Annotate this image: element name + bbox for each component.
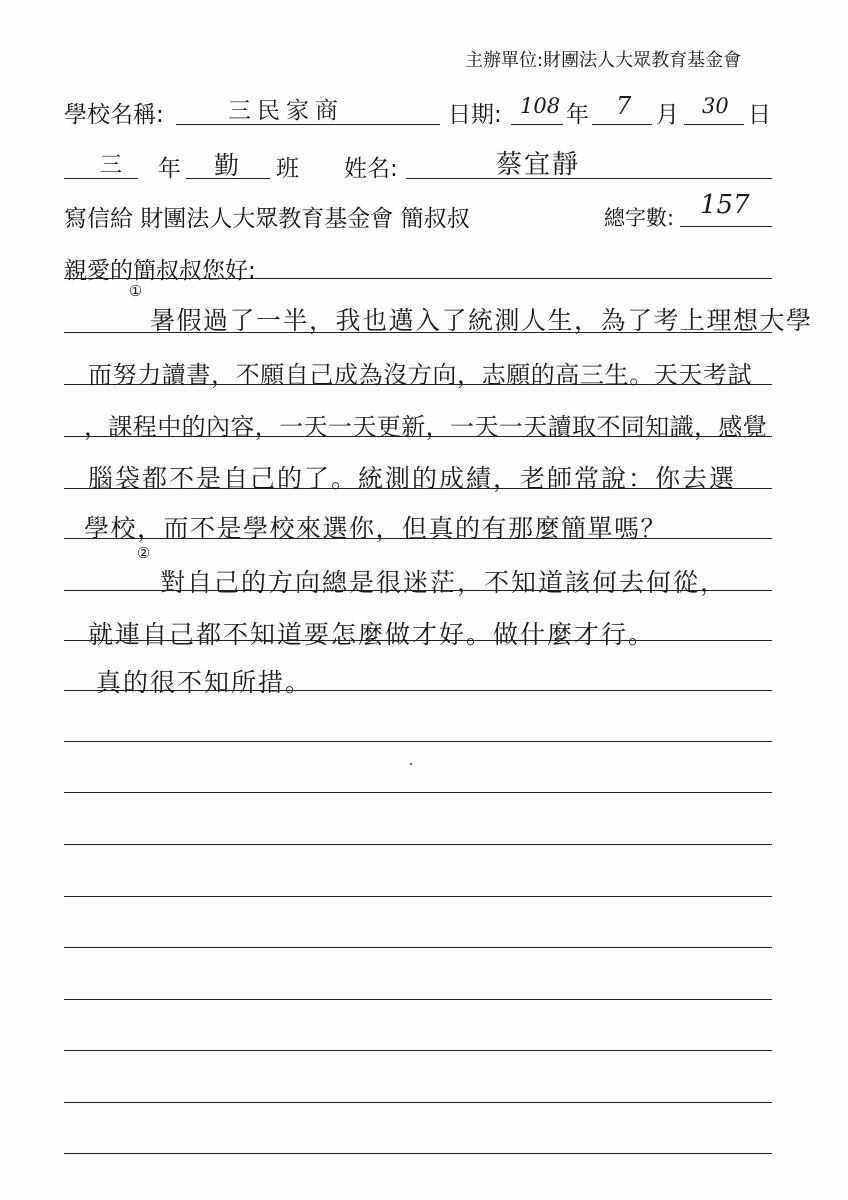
word-count-value: 157 [700,190,750,220]
body-line-4: 腦袋都不是自己的了。統測的成績，老師常說：你去選 [88,464,737,493]
date-day-underline [684,124,744,125]
date-year-unit: 年 [566,102,589,128]
grade-value: 三 [100,153,123,178]
salutation: 親愛的簡叔叔您好: [64,258,256,284]
ruled-line-8 [64,690,772,691]
ruled-line-13 [64,947,772,948]
ruled-line-14 [64,999,772,1000]
ink-speck [410,763,412,765]
ruled-line-6 [64,590,772,591]
body-line-1: 暑假過了一半，我也邁入了統測人生，為了考上理想大學 [150,306,813,335]
student-name-value: 蔡宜靜 [496,150,581,180]
body-line-3: ，課程中的內容，一天一天更新，一天一天讀取不同知識，感覺 [84,413,768,441]
student-name-underline [406,178,772,179]
recipient-line: 寫信給 財團法人大眾教育基金會 簡叔叔 [64,206,470,232]
ruled-line-4 [64,488,772,489]
date-day-unit: 日 [748,102,771,128]
word-count-label: 總字數: [604,206,675,230]
class-unit: 班 [276,156,299,182]
ruled-line-3 [64,436,772,437]
ruled-line-17 [64,1153,772,1154]
ruled-line-16 [64,1102,772,1103]
ruled-line-7 [64,640,772,641]
date-month-value: 7 [616,92,632,120]
salutation-rule [64,278,772,279]
school-name-label: 學校名稱: [64,102,164,128]
body-line-6: 對自己的方向總是很迷茫，不知道該何去何從， [160,568,728,597]
class-value: 勤 [214,151,240,180]
ruled-line-15 [64,1050,772,1051]
ruled-line-1 [64,332,772,333]
ruled-line-11 [64,844,772,845]
body-line-8: 真的很不知所措。 [96,668,313,697]
ruled-line-12 [64,896,772,897]
school-name-value: 三民家商 [228,98,344,124]
date-month-unit: 月 [656,102,679,128]
body-line-7: 就連自己都不知道要怎麼做才好。做什麼才行。 [88,620,656,649]
ruled-line-5 [64,538,772,539]
student-name-label: 姓名: [344,156,398,182]
grade-unit: 年 [158,156,181,182]
date-month-underline [592,124,652,125]
ruled-line-9 [64,741,772,742]
date-year-value: 108 [520,94,561,118]
body-line-2: 而努力讀書，不願自己成為沒方向，志願的高三生。天天考試 [88,361,753,389]
ruled-line-2 [64,384,772,385]
ruled-line-10 [64,792,772,793]
paragraph-marker-1: ① [128,282,143,300]
date-label: 日期: [448,102,502,128]
date-year-underline [511,124,563,125]
word-count-underline [680,226,772,227]
body-line-5: 學校，而不是學校來選你，但真的有那麼簡單嗎？ [84,514,668,543]
paragraph-marker-2: ② [136,544,151,562]
date-day-value: 30 [702,94,729,118]
organizer-label: 主辦單位:財團法人大眾教育基金會 [465,50,742,71]
